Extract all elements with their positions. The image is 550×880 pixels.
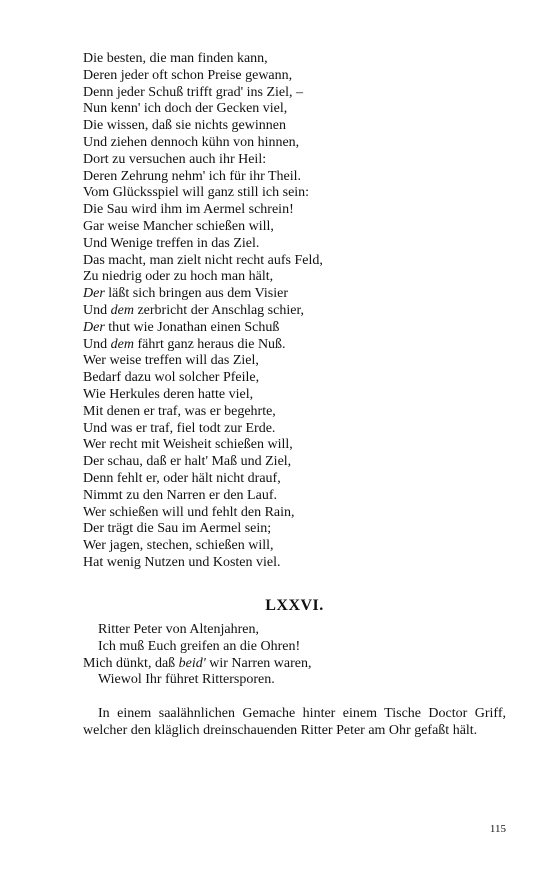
line-text: Bedarf dazu wol solcher Pfeile,: [83, 370, 260, 386]
poem-line: [83, 51, 513, 68]
line-text: Und was er traf, fiel todt zur Erde.: [83, 420, 276, 436]
emphasized-text: Der: [83, 319, 105, 335]
motto-line: [83, 672, 513, 689]
poem-line: [83, 538, 513, 555]
emphasized-text: dem: [110, 336, 134, 352]
line-text: Die besten, die man finden kann,: [83, 51, 268, 66]
line-text: Die wissen, daß sie nichts gewinnen: [83, 118, 286, 134]
poem-line: [83, 85, 513, 102]
line-text: Die Sau wird ihm im Aermel schrein!: [83, 202, 294, 218]
poem-line: [83, 185, 513, 202]
poem-line: [83, 219, 513, 236]
poem-line: [83, 521, 513, 538]
emphasized-text: beid': [178, 655, 206, 671]
line-text: Deren jeder oft schon Preise gewann,: [83, 67, 293, 83]
line-text: Und: [83, 302, 111, 318]
poem-line: [83, 320, 513, 337]
line-text: Ritter Peter von Altenjahren,: [98, 622, 259, 637]
line-text: Denn jeder Schuß trifft grad' ins Ziel, –: [83, 84, 303, 100]
line-text: Das macht, man zielt nicht recht aufs Feld,: [83, 252, 323, 268]
section-heading: LXXVI.: [265, 597, 324, 614]
poem-line: [83, 370, 513, 387]
motto-verse-block: [83, 622, 513, 689]
line-text: Wiewol Ihr führet Rittersporen.: [98, 672, 275, 688]
poem-line: [83, 303, 513, 320]
poem-line: [83, 118, 513, 135]
poem-line: [83, 454, 513, 471]
poem-line: [83, 471, 513, 488]
line-text: Nimmt zu den Narren er den Lauf.: [83, 487, 277, 503]
line-text: Wer jagen, stechen, schießen will,: [83, 538, 274, 554]
line-text: läßt sich bringen aus dem Visier: [104, 286, 288, 302]
motto-line: [83, 639, 513, 656]
line-text: Mit denen er traf, was er begehrte,: [83, 403, 276, 419]
line-text: Mich dünkt, daß: [83, 655, 179, 671]
emphasized-text: Der: [83, 286, 105, 302]
motto-line: [83, 656, 513, 673]
poem-line: [83, 488, 513, 505]
poem-line: [83, 169, 513, 186]
line-text: Wie Herkules deren hatte viel,: [83, 386, 254, 402]
line-text: Hat wenig Nutzen und Kosten viel.: [83, 554, 281, 570]
line-text: Der schau, daß er halt' Maß und Ziel,: [83, 454, 292, 470]
poem-line: [83, 152, 513, 169]
line-text: Wer schießen will und fehlt den Rain,: [83, 504, 295, 520]
poem-line: [83, 286, 513, 303]
poem-line: [83, 202, 513, 219]
line-text: Nun kenn' ich doch der Gecken viel,: [83, 101, 288, 117]
poem-verse-block: [83, 51, 513, 572]
poem-line: [83, 505, 513, 522]
line-text: Gar weise Mancher schießen will,: [83, 218, 274, 234]
poem-line: [83, 387, 513, 404]
poem-line: [83, 135, 513, 152]
poem-line: [83, 437, 513, 454]
line-text: thut wie Jonathan einen Schuß: [104, 319, 280, 335]
line-text: Zu niedrig oder zu hoch man hält,: [83, 269, 274, 285]
line-text: Und ziehen dennoch kühn von hinnen,: [83, 134, 300, 150]
poem-line: [83, 337, 513, 354]
poem-line: [83, 68, 513, 85]
line-text: Und: [83, 336, 111, 352]
line-text: wir Narren waren,: [205, 655, 312, 671]
line-text: Denn fehlt er, oder hält nicht drauf,: [83, 470, 281, 486]
prose-paragraph: In einem saalähnlichen Gemache hinter einem Tische Doctor Griff, welcher den kläglich dreinschauenden Ritter Peter am Ohr gefaßt hält.: [83, 706, 506, 738]
poem-line: [83, 101, 513, 118]
poem-line: [83, 555, 513, 572]
poem-line: [83, 236, 513, 253]
line-text: Und Wenige treffen in das Ziel.: [83, 235, 260, 251]
line-text: Deren Zehrung nehm' ich für ihr Theil.: [83, 168, 302, 184]
line-text: Wer recht mit Weisheit schießen will,: [83, 437, 293, 453]
line-text: Der trägt die Sau im Aermel sein;: [83, 521, 272, 537]
poem-line: [83, 404, 513, 421]
line-text: Ich muß Euch greifen an die Ohren!: [98, 638, 301, 654]
line-text: fährt ganz heraus die Nuß.: [133, 336, 286, 352]
line-text: Vom Glücksspiel will ganz still ich sein:: [83, 185, 310, 201]
line-text: Dort zu versuchen auch ihr Heil:: [83, 151, 267, 167]
poem-line: [83, 269, 513, 286]
motto-line: [83, 622, 513, 639]
poem-line: [83, 353, 513, 370]
line-text: Wer weise treffen will das Ziel,: [83, 353, 259, 369]
line-text: zerbricht der Anschlag schier,: [133, 302, 305, 318]
emphasized-text: dem: [110, 302, 134, 318]
poem-line: [83, 253, 513, 270]
poem-line: [83, 421, 513, 438]
page-number: 115: [489, 823, 506, 835]
